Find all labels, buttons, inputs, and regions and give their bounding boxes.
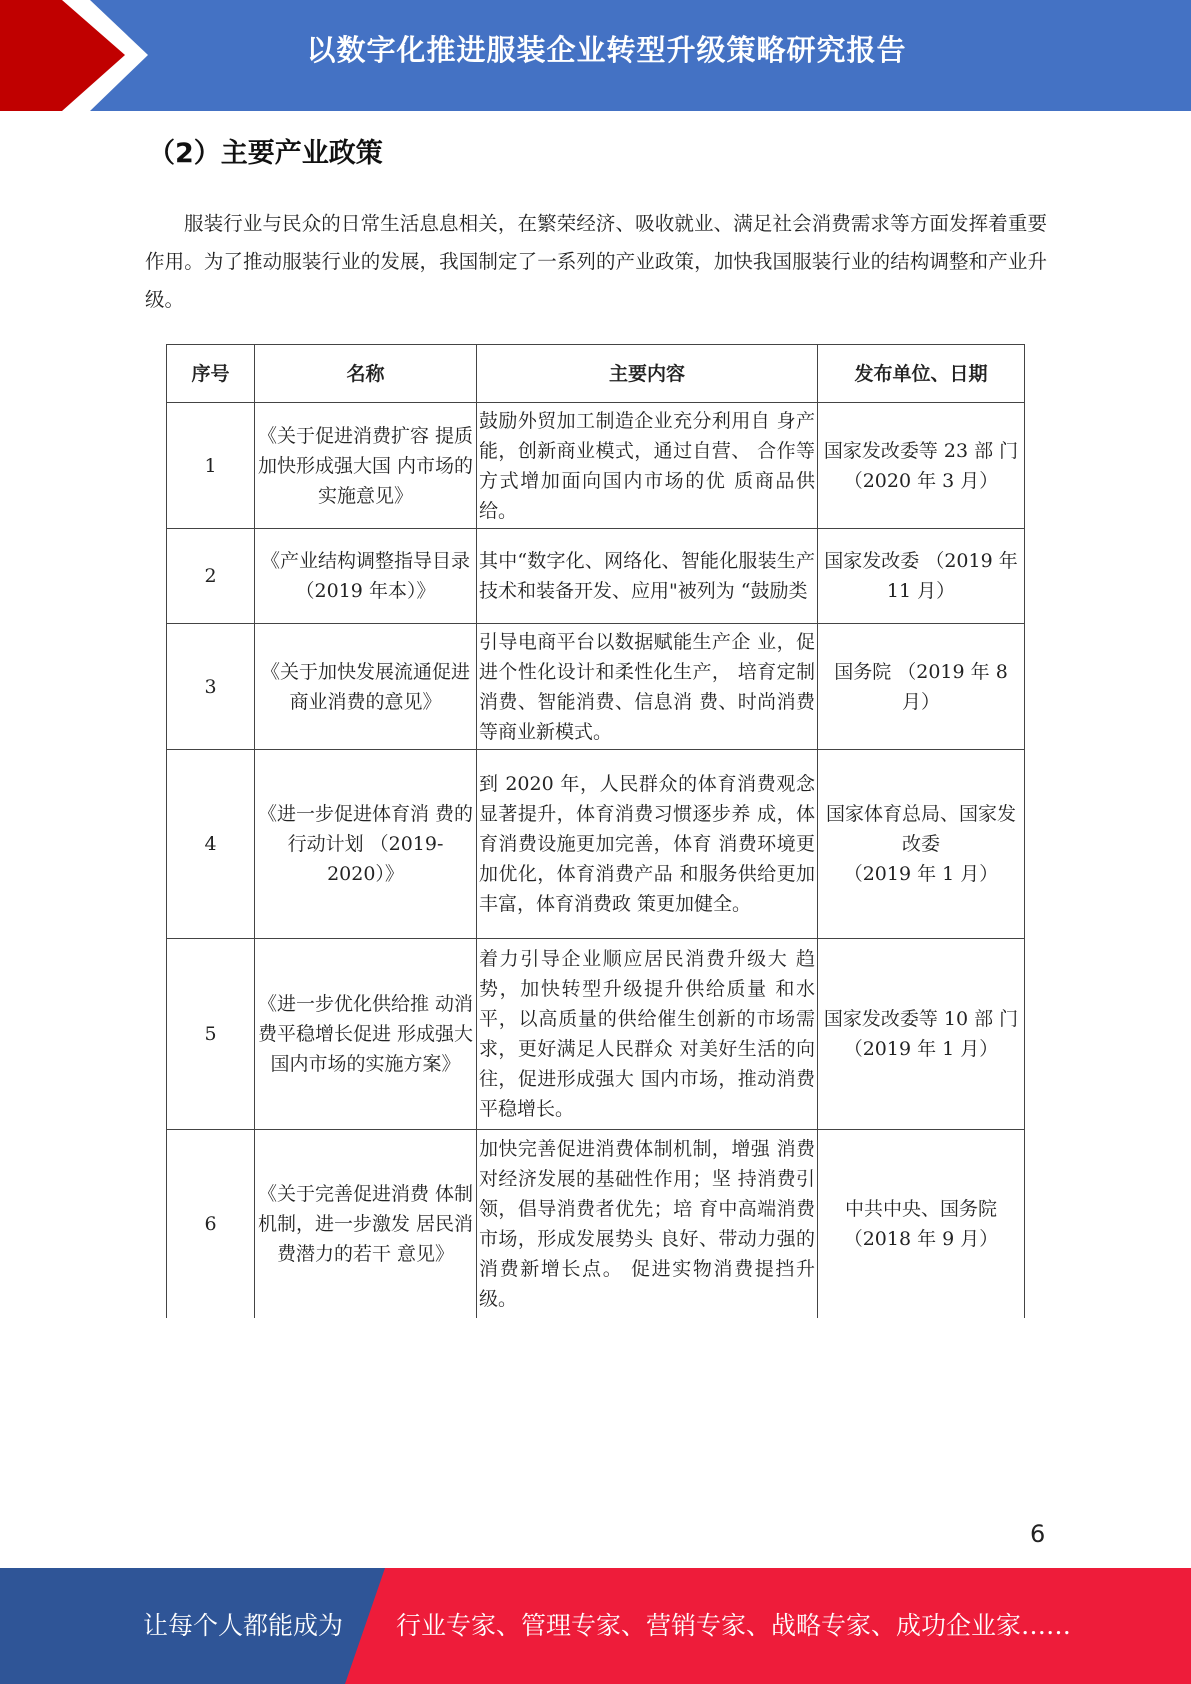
row-content: 着力引导企业顺应居民消费升级大 趋势，加快转型升级提升供给质量 和水平，以高质量的供给催生创新的市场需求，更好满足人民群众 对美好生活的向往，促进形成强大 国内市场，推动消费平稳增长。 bbox=[477, 939, 818, 1130]
row-org-date: （2020 年 3 月） bbox=[843, 469, 999, 492]
row-org bbox=[818, 403, 1025, 529]
row-num: 1 bbox=[167, 403, 255, 529]
row-org bbox=[818, 939, 1025, 1130]
header-content: 主要内容 bbox=[477, 345, 818, 403]
row-name: 《产业结构调整指导目录（2019 年本）》 bbox=[255, 529, 477, 624]
table-row bbox=[167, 939, 1025, 1130]
table-row bbox=[167, 403, 1025, 529]
intro-paragraph: 服装行业与民众的日常生活息息相关，在繁荣经济、吸收就业、满足社会消费需求等方面发挥着重要作用。为了推动服装行业的发展，我国制定了一系列的产业政策，加快我国服装行业的结构调整和产业升级。 bbox=[145, 212, 1047, 311]
row-num: 5 bbox=[167, 939, 255, 1130]
row-org bbox=[818, 1130, 1025, 1318]
row-org-date: （2018 年 9 月） bbox=[843, 1227, 999, 1250]
table-row bbox=[167, 750, 1025, 939]
row-content: 引导电商平台以数据赋能生产企 业，促进个性化设计和柔性化生产， 培育定制消费、智能消费、信息消 费、时尚消费等商业新模式。 bbox=[477, 624, 818, 750]
footer-slogan-left: 让每个人都能成为 bbox=[143, 1611, 344, 1640]
row-name: 《进一步优化供给推 动消费平稳增长促进 形成强大国内市场的实施方案》 bbox=[255, 939, 477, 1130]
row-org-date: 月） bbox=[901, 690, 940, 713]
page-footer bbox=[0, 1568, 1191, 1684]
row-content: 鼓励外贸加工制造企业充分利用自 身产能，创新商业模式，通过自营、 合作等方式增加面向国内市场的优 质商品供给。 bbox=[477, 403, 818, 529]
row-num: 3 bbox=[167, 624, 255, 750]
table-header-row bbox=[167, 345, 1025, 403]
footer-slogan-right: 行业专家、管理专家、营销专家、战略专家、成功企业家…… bbox=[396, 1611, 1072, 1640]
row-org-name: 国家发改委等 23 部 门 bbox=[823, 439, 1019, 462]
row-org-name: 中共中央、国务院 bbox=[844, 1197, 997, 1220]
row-num: 4 bbox=[167, 750, 255, 939]
row-org-date: 11 月） bbox=[886, 580, 956, 602]
row-content: 到 2020 年，人民群众的体育消费观念显著提升，体育消费习惯逐步养 成，体育消费设施更加完善，体育 消费环境更加优化，体育消费产品 和服务供给更加丰富，体育消费政 策更加健全。 bbox=[477, 750, 818, 939]
row-org-name: 国家发改委等 10 部 门 bbox=[823, 1008, 1019, 1030]
row-org-date: （2019 年 1 月） bbox=[843, 863, 999, 885]
header-org: 发布单位、日期 bbox=[818, 345, 1025, 403]
row-content: 其中“数字化、网络化、智能化服装生产技术和装备开发、应用"被列为 “鼓励类 bbox=[477, 529, 818, 624]
header-name: 名称 bbox=[255, 345, 477, 403]
header-num: 序号 bbox=[167, 345, 255, 403]
table-row bbox=[167, 624, 1025, 750]
table-row bbox=[167, 1130, 1025, 1318]
row-org bbox=[818, 624, 1025, 750]
row-org bbox=[818, 529, 1025, 624]
row-content: 加快完善促进消费体制机制，增强 消费对经济发展的基础性作用；坚 持消费引领，倡导消费者优先；培 育中高端消费市场，形成发展势头 良好、带动力强的消费新增长点。 促进实物消费提挡升级。 bbox=[477, 1130, 818, 1318]
row-org-date: （2019 年 1 月） bbox=[843, 1038, 999, 1060]
section-heading: （2）主要产业政策 bbox=[148, 138, 383, 169]
table-row bbox=[167, 529, 1025, 624]
row-org-name: 国家体育总局、国家发改委 bbox=[825, 803, 1016, 855]
row-org bbox=[818, 750, 1025, 939]
row-name: 《关于促进消费扩容 提质加快形成强大国 内市场的实施意见》 bbox=[255, 403, 477, 529]
row-num: 2 bbox=[167, 529, 255, 624]
row-name: 《关于加快发展流通促进商业消费的意见》 bbox=[255, 624, 477, 750]
row-org-name: 国家发改委 （2019 年 bbox=[824, 550, 1018, 572]
page-number: 6 bbox=[1030, 1520, 1046, 1548]
row-org-name: 国务院 （2019 年 8 bbox=[834, 660, 1008, 683]
page-header bbox=[0, 0, 1191, 111]
policy-table bbox=[166, 344, 1025, 1318]
row-num: 6 bbox=[167, 1130, 255, 1318]
row-name: 《进一步促进体育消 费的行动计划 （2019-2020）》 bbox=[255, 750, 477, 939]
row-name: 《关于完善促进消费 体制机制，进一步激发 居民消费潜力的若干 意见》 bbox=[255, 1130, 477, 1318]
header-title: 以数字化推进服装企业转型升级策略研究报告 bbox=[306, 33, 907, 67]
